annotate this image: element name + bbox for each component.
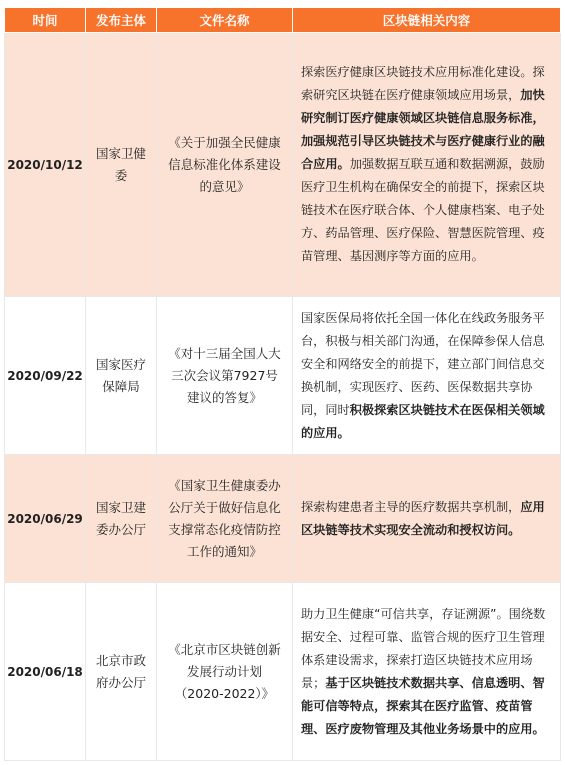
row-date: 2020/10/12 [5,33,86,297]
row-date: 2020/09/22 [5,297,86,455]
table-row [5,455,561,583]
header-document: 文件名称 [157,8,293,33]
blockchain-healthcare-policy-table [4,7,561,761]
content-text: 国家医保局将依托全国一体化在线政务服务平台，积极与相关部门沟通，在保障参保人信息安全和网络安全的前提下，建立部门间信息交换机制，实现医疗、医药、医保数据共享协同，同时 [301,310,545,417]
content-bold-text: 基于区块链技术数据共享、信息透明、智能可信等特点，探索其在医疗监管、疫苗管理、医疗废物管理及其他业务场景中的应用。 [301,675,545,736]
row-date: 2020/06/29 [5,455,86,583]
row-issuer: 国家医疗保障局 [86,297,157,455]
table-row [5,583,561,761]
row-issuer: 北京市政府办公厅 [86,583,157,761]
content-text: 助力卫生健康“可信共享，存证溯源”。围绕数据安全、过程可靠、监管合规的医疗卫生管理体系建设需求，探索打造区块链技术应用场景； [301,606,546,690]
content-text: 加强数据互联互通和数据溯源，鼓励医疗卫生机构在确保安全的前提下，探索区块链技术在医疗联合体、个人健康档案、电子处方、药品管理、医疗保险、智慧医院管理、疫苗管理、基因测序等方面的应用。 [301,157,545,263]
header-content: 区块链相关内容 [293,8,561,33]
header-row [5,8,561,33]
row-content [293,33,561,297]
header-date: 时间 [5,8,86,33]
header-issuer: 发布主体 [86,8,157,33]
row-issuer: 国家卫建委办公厅 [86,455,157,583]
row-issuer: 国家卫健委 [86,33,157,297]
table-row [5,297,561,455]
table-body [5,33,561,761]
row-content [293,583,561,761]
row-document: 《国家卫生健康委办公厅关于做好信息化支撑常态化疫情防控工作的通知》 [157,455,293,583]
content-text: 探索构建患者主导的医疗数据共享机制， [301,499,521,514]
row-content [293,297,561,455]
row-date: 2020/06/18 [5,583,86,761]
row-document: 《北京市区块链创新发展行动计划（2020-2022）》 [157,583,293,761]
content-bold-text: 应用区块链等技术实现安全流动和授权访问。 [301,499,545,537]
content-bold-text: 加快研究制订医疗健康领域区块链信息服务标准，加强规范引导区块链技术与医疗健康行业的融合应用。 [301,88,545,171]
content-text: 探索医疗健康区块链技术应用标准化建设。探索研究区块链在医疗健康领域应用场景， [301,65,545,102]
table-row [5,33,561,297]
table-header [5,8,561,33]
row-document: 《对十三届全国人大三次会议第7927号建议的答复》 [157,297,293,455]
policy-table-container [4,7,560,761]
row-content [293,455,561,583]
row-document: 《关于加强全民健康信息标准化体系建设的意见》 [157,33,293,297]
content-bold-text: 积极探索区块链技术在医保相关领域的应用。 [301,402,545,440]
